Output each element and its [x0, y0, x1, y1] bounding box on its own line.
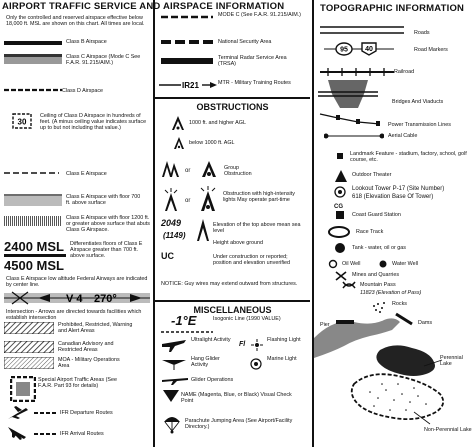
class-e-700-symbol	[4, 194, 62, 206]
bridges-symbol	[318, 80, 378, 110]
rocks-label: Rocks	[392, 301, 407, 307]
mode-c-label: MODE C (See F.A.R. 91.215/AIM.)	[218, 12, 301, 18]
class-e-1200-symbol	[4, 216, 62, 226]
class-d-symbol	[4, 87, 62, 93]
class-b-label: Class B Airspace	[66, 39, 107, 45]
water-well-label: Water Well	[392, 261, 419, 267]
isogonic-line	[161, 330, 213, 334]
coast-guard-icon	[335, 210, 345, 220]
pier-icon	[336, 320, 354, 324]
canadian-area-symbol	[4, 341, 54, 353]
ifr-arrival-line	[34, 432, 56, 436]
outdoor-theater-icon	[334, 169, 348, 183]
road-marker-two: 40	[365, 46, 373, 53]
landmark-label: Landmark Feature - stadium, factory, school, golf course, etc.	[350, 151, 467, 164]
lookout-tower-label: Lookout Tower P-17 (Site Number)	[352, 186, 445, 192]
pier-label: Pier	[320, 322, 330, 328]
topographic-title: TOPOGRAPHIC INFORMATION	[320, 3, 465, 14]
floor-separator-line	[4, 254, 66, 257]
coast-guard-label: Coast Guard Station	[352, 212, 401, 218]
mtr-symbol	[159, 80, 217, 90]
mines-label: Mines and Quarries	[352, 272, 400, 278]
class-e-700-label: Class E Airspace with floor 700 ft. above surface	[66, 194, 141, 207]
airway-symbol	[4, 289, 150, 307]
lighted-obstruction-label: Obstruction with high-intensity lights May operate part-time	[223, 191, 295, 204]
race-track-label: Race Track	[356, 229, 384, 235]
trsa-symbol	[161, 57, 213, 67]
group-or: or	[185, 168, 191, 174]
obstructions-title: OBSTRUCTIONS	[196, 102, 269, 112]
lighted-obstruction-icon-b	[197, 186, 219, 212]
height-agl-label: Height above ground	[213, 240, 264, 246]
water-features-illustration	[314, 300, 474, 445]
class-e-symbol	[4, 170, 59, 176]
airspace-section-title: AIRPORT TRAFFIC SERVICE AND AIRSPACE INFORMATION	[2, 1, 285, 12]
hang-glider-label: Hang Glider Activity	[191, 356, 220, 369]
race-track-icon	[328, 226, 350, 238]
non-perennial-lake-label: Non-Perennial Lake	[424, 427, 472, 433]
ifr-arrival-icon	[6, 424, 30, 440]
elevation-msl-label: Elevation of the top above mean sea level	[213, 222, 301, 235]
miscellaneous-title: MISCELLANEOUS	[193, 305, 272, 315]
roads-label: Roads	[414, 30, 430, 36]
national-security-label: National Security Area	[218, 39, 272, 45]
elevation-obstruction-icon	[195, 218, 211, 242]
ultralight-icon	[161, 338, 187, 354]
floor-2400-msl: 2400 MSL	[4, 239, 64, 254]
oil-well-label: Oil Well	[342, 261, 361, 267]
flashing-light-label: Flashing Light	[267, 337, 301, 343]
dams-label: Dams	[418, 320, 433, 326]
class-d-label: Class D Airspace	[62, 88, 104, 94]
pass-elevation-label: 11823 (Elevation of Pass)	[360, 290, 422, 296]
elevation-agl-value: (1149)	[163, 231, 186, 240]
glider-label: Glider Operations	[191, 377, 234, 383]
lighted-or: or	[185, 198, 191, 204]
mountain-pass-label: Mountain Pass	[360, 282, 396, 288]
intersection-label: Intersection - Arrows are directed towards facilities which establish intersection	[6, 309, 142, 322]
ceiling-value: 30	[17, 117, 27, 127]
landmark-icon	[336, 152, 344, 160]
tank-label: Tank - water, oil or gas	[352, 245, 406, 251]
miscellaneous-section	[155, 300, 310, 315]
under-construction-label: Under construction or reported; position and elevation unverified	[213, 254, 291, 267]
moa-symbol	[4, 357, 54, 369]
flashing-light-symbol: Fl	[239, 341, 246, 348]
obstruction-high-label: 1000 ft. and higher AGL	[189, 120, 246, 126]
class-c-label: Class C Airspace (Mode C See F.A.R. 91.215/AIM.)	[66, 54, 141, 67]
parachute-label: Parachute Jumping Area (See Airport/Facility Directory.)	[185, 418, 293, 431]
marine-light-label: Marine Light	[267, 356, 297, 362]
topographic-column	[312, 0, 474, 447]
mountain-pass-icon	[342, 280, 356, 290]
ifr-departure-label: IFR Departure Routes	[60, 410, 113, 416]
obstruction-low-icon	[173, 136, 185, 150]
railroad-symbol	[320, 67, 394, 77]
trsa-label: Terminal Radar Service Area (TRSA)	[218, 55, 287, 68]
coast-guard-symbol: CG	[334, 204, 343, 210]
visual-checkpoint-icon	[161, 389, 181, 403]
canadian-areas-label: Canadian Advisory and Restricted Areas	[58, 341, 114, 354]
power-lines-symbol	[318, 112, 388, 126]
railroad-label: Railroad	[394, 69, 415, 75]
water-well-icon	[378, 259, 388, 269]
mode-c-symbol	[161, 13, 213, 21]
lighted-obstruction-icon-a	[161, 188, 181, 212]
group-obstruction-label: Group Obstruction	[224, 165, 252, 178]
perennial-lake-label: Perennial Lake	[440, 355, 463, 368]
road-marker-one: 95	[340, 46, 348, 54]
elevation-msl-value: 2049	[161, 218, 182, 228]
prohibited-areas-label: Prohibited, Restricted, Warning and Alert Areas	[58, 322, 133, 335]
ceiling-class-d-label: Ceiling of Class D Airspace in hundreds of feet. (A minus ceiling value indicates surface up to but not including that value.)	[40, 113, 147, 132]
class-c-symbol	[4, 52, 62, 66]
power-lines-label: Power Transmission Lines	[388, 122, 451, 128]
ifr-arrival-label: IFR Arrival Routes	[60, 431, 104, 437]
floor-4500-msl: 4500 MSL	[4, 258, 64, 273]
special-traffic-areas-label: Special Airport Traffic Areas (See F.A.R. Part 93 for details)	[38, 377, 117, 390]
obstruction-high-icon	[171, 115, 185, 131]
airspace-intro: Only the controlled and reserved airspace effective below 18,000 ft. MSL are shown on this chart. All times are local.	[6, 15, 145, 28]
class-e-1200-label: Class E Airspace with floor 1200 ft. or greater above surface that abuts Class G Airspace.	[66, 215, 150, 234]
ceiling-box-symbol	[12, 113, 32, 129]
flashing-light-icon	[251, 339, 263, 351]
lookout-tower-icon	[332, 185, 348, 199]
obstruction-low-label: below 1000 ft. AGL	[189, 140, 235, 146]
special-traffic-area-symbol	[10, 376, 36, 402]
perennial-lake-shape	[376, 345, 435, 376]
rocks-icon	[373, 302, 385, 313]
aerial-cable-label: Aerial Cable	[388, 133, 418, 139]
non-perennial-lake-shape	[352, 374, 443, 419]
floor-differentiation-label: Differentiates floors of Class E Airspace greater than 700 ft. above surface.	[70, 241, 143, 260]
marine-light-icon	[249, 357, 263, 371]
glider-icon	[161, 374, 189, 386]
moa-label: MOA - Military Operations Area	[58, 357, 120, 370]
mtr-label: MTR - Military Training Routes	[218, 80, 291, 86]
middle-column	[155, 0, 310, 447]
tank-icon	[334, 242, 346, 254]
prohibited-area-symbol	[4, 322, 54, 334]
class-b-symbol	[4, 38, 62, 48]
obstructions-section	[155, 97, 310, 112]
hang-glider-icon	[161, 356, 187, 372]
guy-wire-notice: NOTICE: Guy wires may extend outward from structures.	[161, 281, 298, 287]
group-obstruction-icon-b	[199, 159, 219, 179]
mtr-route-label: IR21	[182, 81, 199, 90]
road-markers-symbol	[324, 42, 394, 56]
airway-name: V 4	[66, 293, 83, 305]
isogonic-label: Isogonic Line (1990 VALUE)	[213, 316, 281, 322]
oil-well-icon	[328, 259, 338, 269]
ultralight-label: Ultralight Activity	[191, 337, 231, 343]
uc-value: UC	[161, 251, 174, 261]
outdoor-theater-label: Outdoor Theater	[352, 172, 392, 178]
visual-checkpoint-label: NAME (Magenta, Blue, or Black) Visual Check Point	[181, 392, 292, 405]
tower-elevation-label: 618 (Elevation Base Of Tower)	[352, 194, 434, 200]
national-security-symbol	[161, 38, 213, 46]
bridges-label: Bridges And Viaducts	[392, 99, 444, 105]
roads-symbol	[320, 25, 404, 35]
aerial-cable-symbol	[324, 131, 384, 141]
group-obstruction-icon-a	[161, 160, 181, 178]
ifr-departure-line	[34, 411, 56, 415]
class-e-label: Class E Airspace	[66, 171, 107, 177]
road-markers-label: Road Markers	[414, 47, 448, 53]
ifr-departure-icon	[6, 405, 30, 421]
federal-airways-label: Class E Airspace low altitude Federal Airways are indicated by center line.	[6, 276, 148, 289]
isogonic-value: -1°E	[171, 313, 197, 328]
parachute-icon	[163, 414, 181, 434]
airway-bearing: 270°	[94, 293, 117, 305]
